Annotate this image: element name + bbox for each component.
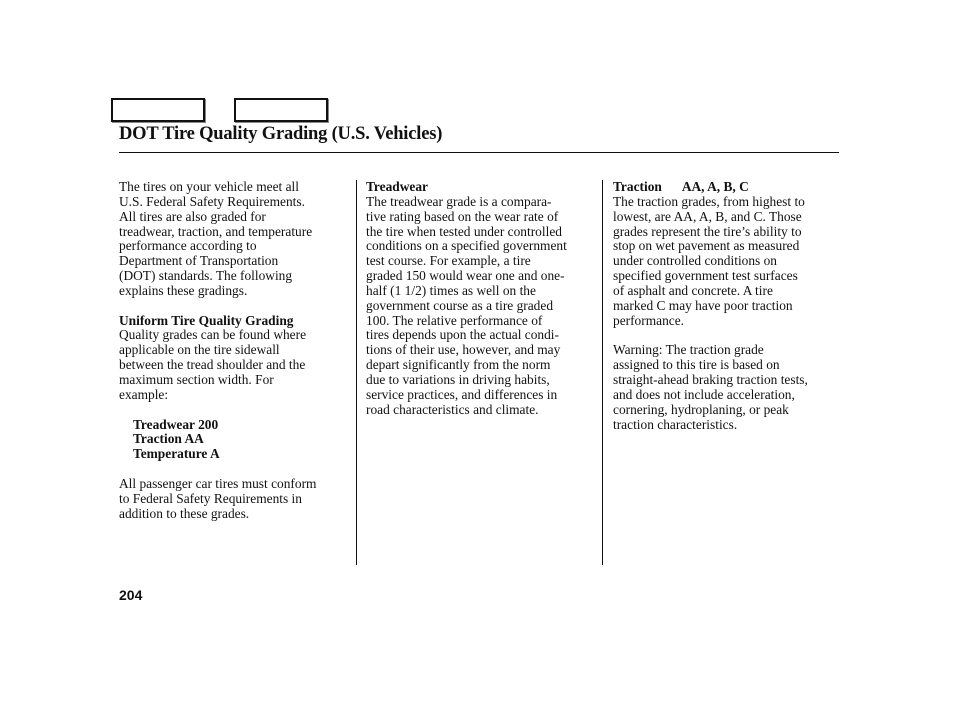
uniform-grading-heading: Uniform Tire Quality Grading xyxy=(119,312,294,328)
traction-paragraph: The traction grades, from highest to lowest, are AA, A, B, and C. Those grades represent the tire’s ability to stop on wet pavement as measured under controlled conditions on specified government test surfaces of asphalt and concrete. A tire marked C may have poor traction performance. xyxy=(613,193,805,328)
grading-example xyxy=(119,418,351,463)
traction-warning: Warning: The traction grade assigned to this tire is based on straight-ahead braking traction tests, and does not include acceleration, cornering, hydroplaning, or peak traction characteristics. xyxy=(613,342,808,432)
column-traction xyxy=(613,180,841,432)
example-traction: Traction AA xyxy=(133,431,204,447)
example-treadwear: Treadwear 200 xyxy=(133,416,219,432)
uniform-grading-paragraph: Quality grades can be found where applicable on the tire sidewall between the tread shoulder and the maximum section width. For example: xyxy=(119,327,307,402)
treadwear-paragraph: The treadwear grade is a compara- tive rating based on the wear rate of the tire when tested under controlled conditions on a specified government test course. For example, a tire graded 150 would wear one and one- half (1 1/2) times as well on the government course as a tire graded 100. The relative performance of tires depends upon the actual condi- tions of their use, however, and may depart significantly from the norm due to variations in driving habits, service practices, and differences in road characteristics and climate. xyxy=(366,193,567,417)
intro-paragraph: The tires on your vehicle meet all U.S. Federal Safety Requirements. All tires are also graded for treadwear, traction, and temperature performance according to Department of Transportation (DOT) standards. The following explains these gradings. xyxy=(119,179,313,298)
page-title: DOT Tire Quality Grading (U.S. Vehicles) xyxy=(119,124,443,144)
column-treadwear xyxy=(366,180,598,418)
traction-heading-line xyxy=(613,180,841,195)
title-divider xyxy=(119,152,839,153)
column-intro xyxy=(119,180,351,521)
traction-grades: AA, A, B, C xyxy=(681,179,749,194)
column-divider xyxy=(602,180,603,565)
closing-paragraph: All passenger car tires must conform to Federal Safety Requirements in addition to these grades. xyxy=(119,475,317,521)
column-divider xyxy=(356,180,357,565)
traction-heading: Traction xyxy=(613,179,662,194)
page-number: 204 xyxy=(119,587,143,603)
treadwear-heading: Treadwear xyxy=(366,179,428,194)
next-page-button[interactable] xyxy=(234,98,328,122)
example-temperature: Temperature A xyxy=(133,446,220,462)
previous-page-button[interactable] xyxy=(111,98,205,122)
